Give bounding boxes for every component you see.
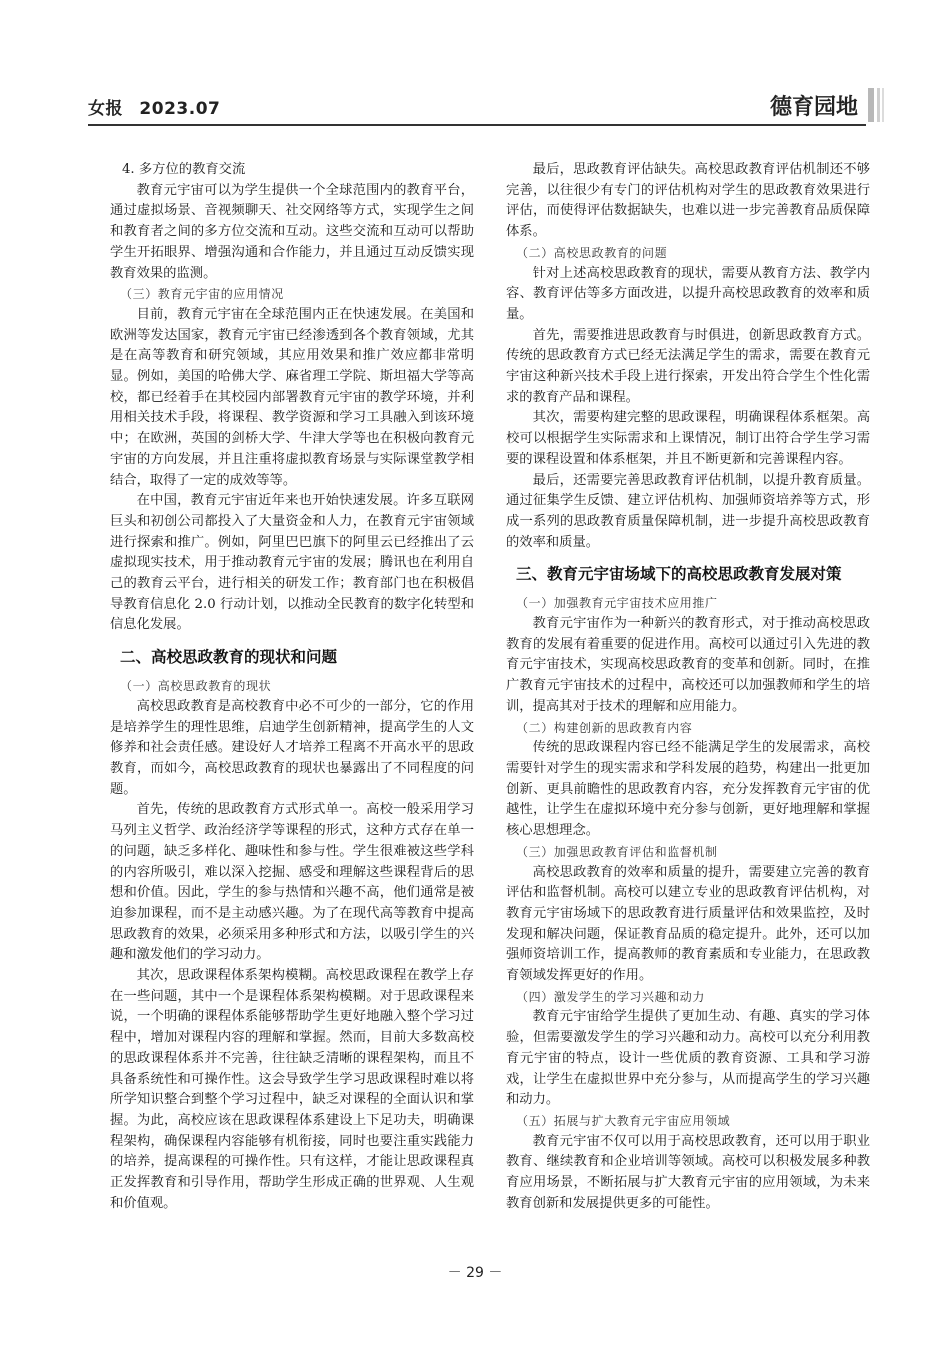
subsection-title: （四）激发学生的学习兴趣和动力 — [516, 989, 706, 1004]
paragraph: 高校思政教育的效率和质量的提升，需要建立完善的教育评估和监督机制。高校可以建立专业的思政教育评估机构，对教育元宇宙场域下的思政教育进行质量评估和效果监控，及时发现和解决问题，保证教育品质的稳定提升。此外，还可以加强师资培训工作，提高教师的教育素质和专业能力，在思政教育领域发挥更好的作用。 — [506, 864, 870, 984]
paragraph: 教育元宇宙作为一种新兴的教育形式，对于推动高校思政教育的发展有着重要的促进作用。高校可以通过引入先进的教育元宇宙技术，实现高校思政教育的变革和创新。同时，在推广教育元宇宙技术的过程中，高校还可以加强教师和学生的培训，提高其对于技术的理解和应用能力。 — [506, 616, 870, 714]
issue-number: 2023.07 — [139, 99, 221, 119]
page-number: － 29 － — [447, 1265, 503, 1281]
paragraph: 教育元宇宙给学生提供了更加生动、有趣、真实的学习体验，但需要激发学生的学习兴趣和动力。高校可以充分利用教育元宇宙的特点，设计一些优质的教育资源、工具和学习游戏，让学生在虚拟世界中充分参与，从而提高学生的学习兴趣和动力。 — [506, 1009, 870, 1108]
subsection-title: （二）构建创新的思政教育内容 — [516, 720, 693, 735]
journal-info — [88, 94, 230, 119]
paragraph: 最后，思政教育评估缺失。高校思政教育评估机制还不够完善，以往很少有专门的评估机构对学生的思政教育效果进行评估，而使得评估数据缺失，也难以进一步完善教育品质保障体系。 — [506, 162, 870, 240]
paragraph: 最后，还需要完善思政教育评估机制，以提升教育质量。通过征集学生反馈、建立评估机构、加强师资培养等方式，形成一系列的思政教育质量保障机制，进一步提升高校思政教育的效率和质量。 — [506, 472, 870, 550]
header-rule — [88, 124, 866, 126]
subsection-title: （五）拓展与扩大教育元宇宙应用领域 — [516, 1113, 731, 1128]
header-bars-decoration — [868, 88, 886, 122]
page-header — [88, 88, 878, 132]
paragraph: 传统的思政课程内容已经不能满足学生的发展需求，高校需要针对学生的现实需求和学科发展的趋势，构建出一批更加创新、更具前瞻性的思政教育内容，充分发挥教育元宇宙的优越性，让学生在虚拟环境中充分参与创新，更好地理解和掌握核心思想理念。 — [506, 740, 870, 839]
section-heading: 三、教育元宇宙场域下的高校思政教育发展对策 — [516, 565, 842, 584]
paragraph: 首先，传统的思政教育方式形式单一。高校一般采用学习马列主义哲学、政治经济学等课程的形式，这种方式存在单一的问题，缺乏多样化、趣味性和参与性。学生很难被这些学科的内容所吸引，难以深入挖掘、感受和理解这些课程背后的思想和价值。因此，学生的参与热情和兴趣不高，他们通常是被迫参加课程，而不是主动感兴趣。为了在现代高等教育中提高思政教育的效果，必须采用多种形式和方法，以吸引学生的兴趣和激发他们的学习动力。 — [110, 802, 474, 963]
paragraph: 高校思政教育是高校教育中必不可少的一部分，它的作用是培养学生的理性思维，启迪学生创新精神，提高学生的人文修养和社会责任感。建设好人才培养工程离不开高水平的思政教育，而如今，高校思政教育的现状也暴露出了不同程度的问题。 — [110, 698, 474, 797]
paragraph: 教育元宇宙可以为学生提供一个全球范围内的教育平台，通过虚拟场景、音视频聊天、社交网络等方式，实现学生之间和教育者之间的多方位交流和互动。这些交流和互动可以帮助学生开拓眼界、增强沟通和合作能力，并且通过互动反馈实现教育效果的监测。 — [110, 182, 474, 281]
subsection-title: （三）加强思政教育评估和监督机制 — [516, 844, 718, 859]
right-column — [506, 160, 870, 1214]
section-heading: 二、高校思政教育的现状和问题 — [120, 648, 338, 667]
column-title: 德育园地 — [769, 95, 858, 120]
paragraph: 其次，需要构建完整的思政课程，明确课程体系框架。高校可以根据学生实际需求和上课情况，制订出符合学生学习需要的课程设置和体系框架，并且不断更新和完善课程内容。 — [506, 410, 870, 467]
paragraph: 在中国，教育元宇宙近年来也开始快速发展。许多互联网巨头和初创公司都投入了大量资金和人力，在教育元宇宙领域进行探索和推广。例如，阿里巴巴旗下的阿里云已经推出了云虚拟现实技术，用于推动教育元宇宙的发展；腾讯也在利用自己的教育云平台，进行相关的研发工作；教育部门也在积极倡导教育信息化 2.0 行动计划，以推动全民教育的数字化转型和信息化发展。 — [110, 493, 474, 633]
subsection-title: （二）高校思政教育的问题 — [516, 245, 668, 260]
paragraph: 其次，思政课程体系架构模糊。高校思政课程在教学上存在一些问题，其中一个是课程体系架构模糊。对于思政课程来说，一个明确的课程体系能够帮助学生更好地融入整个学习过程中，增加对课程内容的理解和掌握。然而，目前大多数高校的思政课程体系并不完善，往往缺乏清晰的课程架构，而且不具备系统性和可操作性。这会导致学生学习思政课程时难以将所学知识整合到整个学习过程中，缺乏对课程的全面认识和掌握。为此，高校应该在思政课程体系建设上下足功夫，明确课程架构，确保课程内容能够有机衔接，同时也要注重实践能力的培养，提高课程的可操作性。只有这样，才能让思政课程真正发挥教育和引导作用，帮助学生形成正确的世界观、人生观和价值观。 — [110, 968, 474, 1211]
subsection-title: （一）加强教育元宇宙技术应用推广 — [516, 596, 718, 611]
paragraph: 教育元宇宙不仅可以用于高校思政教育，还可以用于职业教育、继续教育和企业培训等领域。高校可以积极发展多种教育应用场景，不断拓展与扩大教育元宇宙的应用领域，为未来教育创新和发展提供更多的可能性。 — [506, 1133, 870, 1211]
subsection-title: （三）教育元宇宙的应用情况 — [120, 287, 284, 302]
paragraph: 首先，需要推进思政教育与时俱进，创新思政教育方式。传统的思政教育方式已经无法满足学生的需求，需要在教育元宇宙这种新兴技术手段上进行探索，开发出符合学生个性化需求的教育产品和课程。 — [506, 327, 870, 405]
journal-name: 女报 — [88, 99, 123, 119]
subsection-title: 4. 多方位的教育交流 — [121, 162, 246, 177]
paragraph: 针对上述高校思政教育的现状，需要从教育方法、教学内容、教育评估等多方面改进，以提升高校思政教育的效率和质量。 — [506, 265, 870, 322]
left-column — [110, 160, 474, 1214]
paragraph: 目前，教育元宇宙在全球范围内正在快速发展。在美国和欧洲等发达国家，教育元宇宙已经渗透到各个教育领域，尤其是在高等教育和研究领域，其应用效果和推广效应都非常明显。例如，美国的哈佛大学、麻省理工学院、斯坦福大学等高校，都已经着手在其校园内部署教育元宇宙的教学环境，并利用相关技术手段，将课程、教学资源和学习工具融入到该环境中；在欧洲，英国的剑桥大学、牛津大学等也在积极向教育元宇宙的方向发展，并且注重将虚拟教育场景与实际课堂教学相结合，取得了一定的成效等等。 — [110, 306, 474, 488]
subsection-title: （一）高校思政教育的现状 — [120, 679, 272, 694]
